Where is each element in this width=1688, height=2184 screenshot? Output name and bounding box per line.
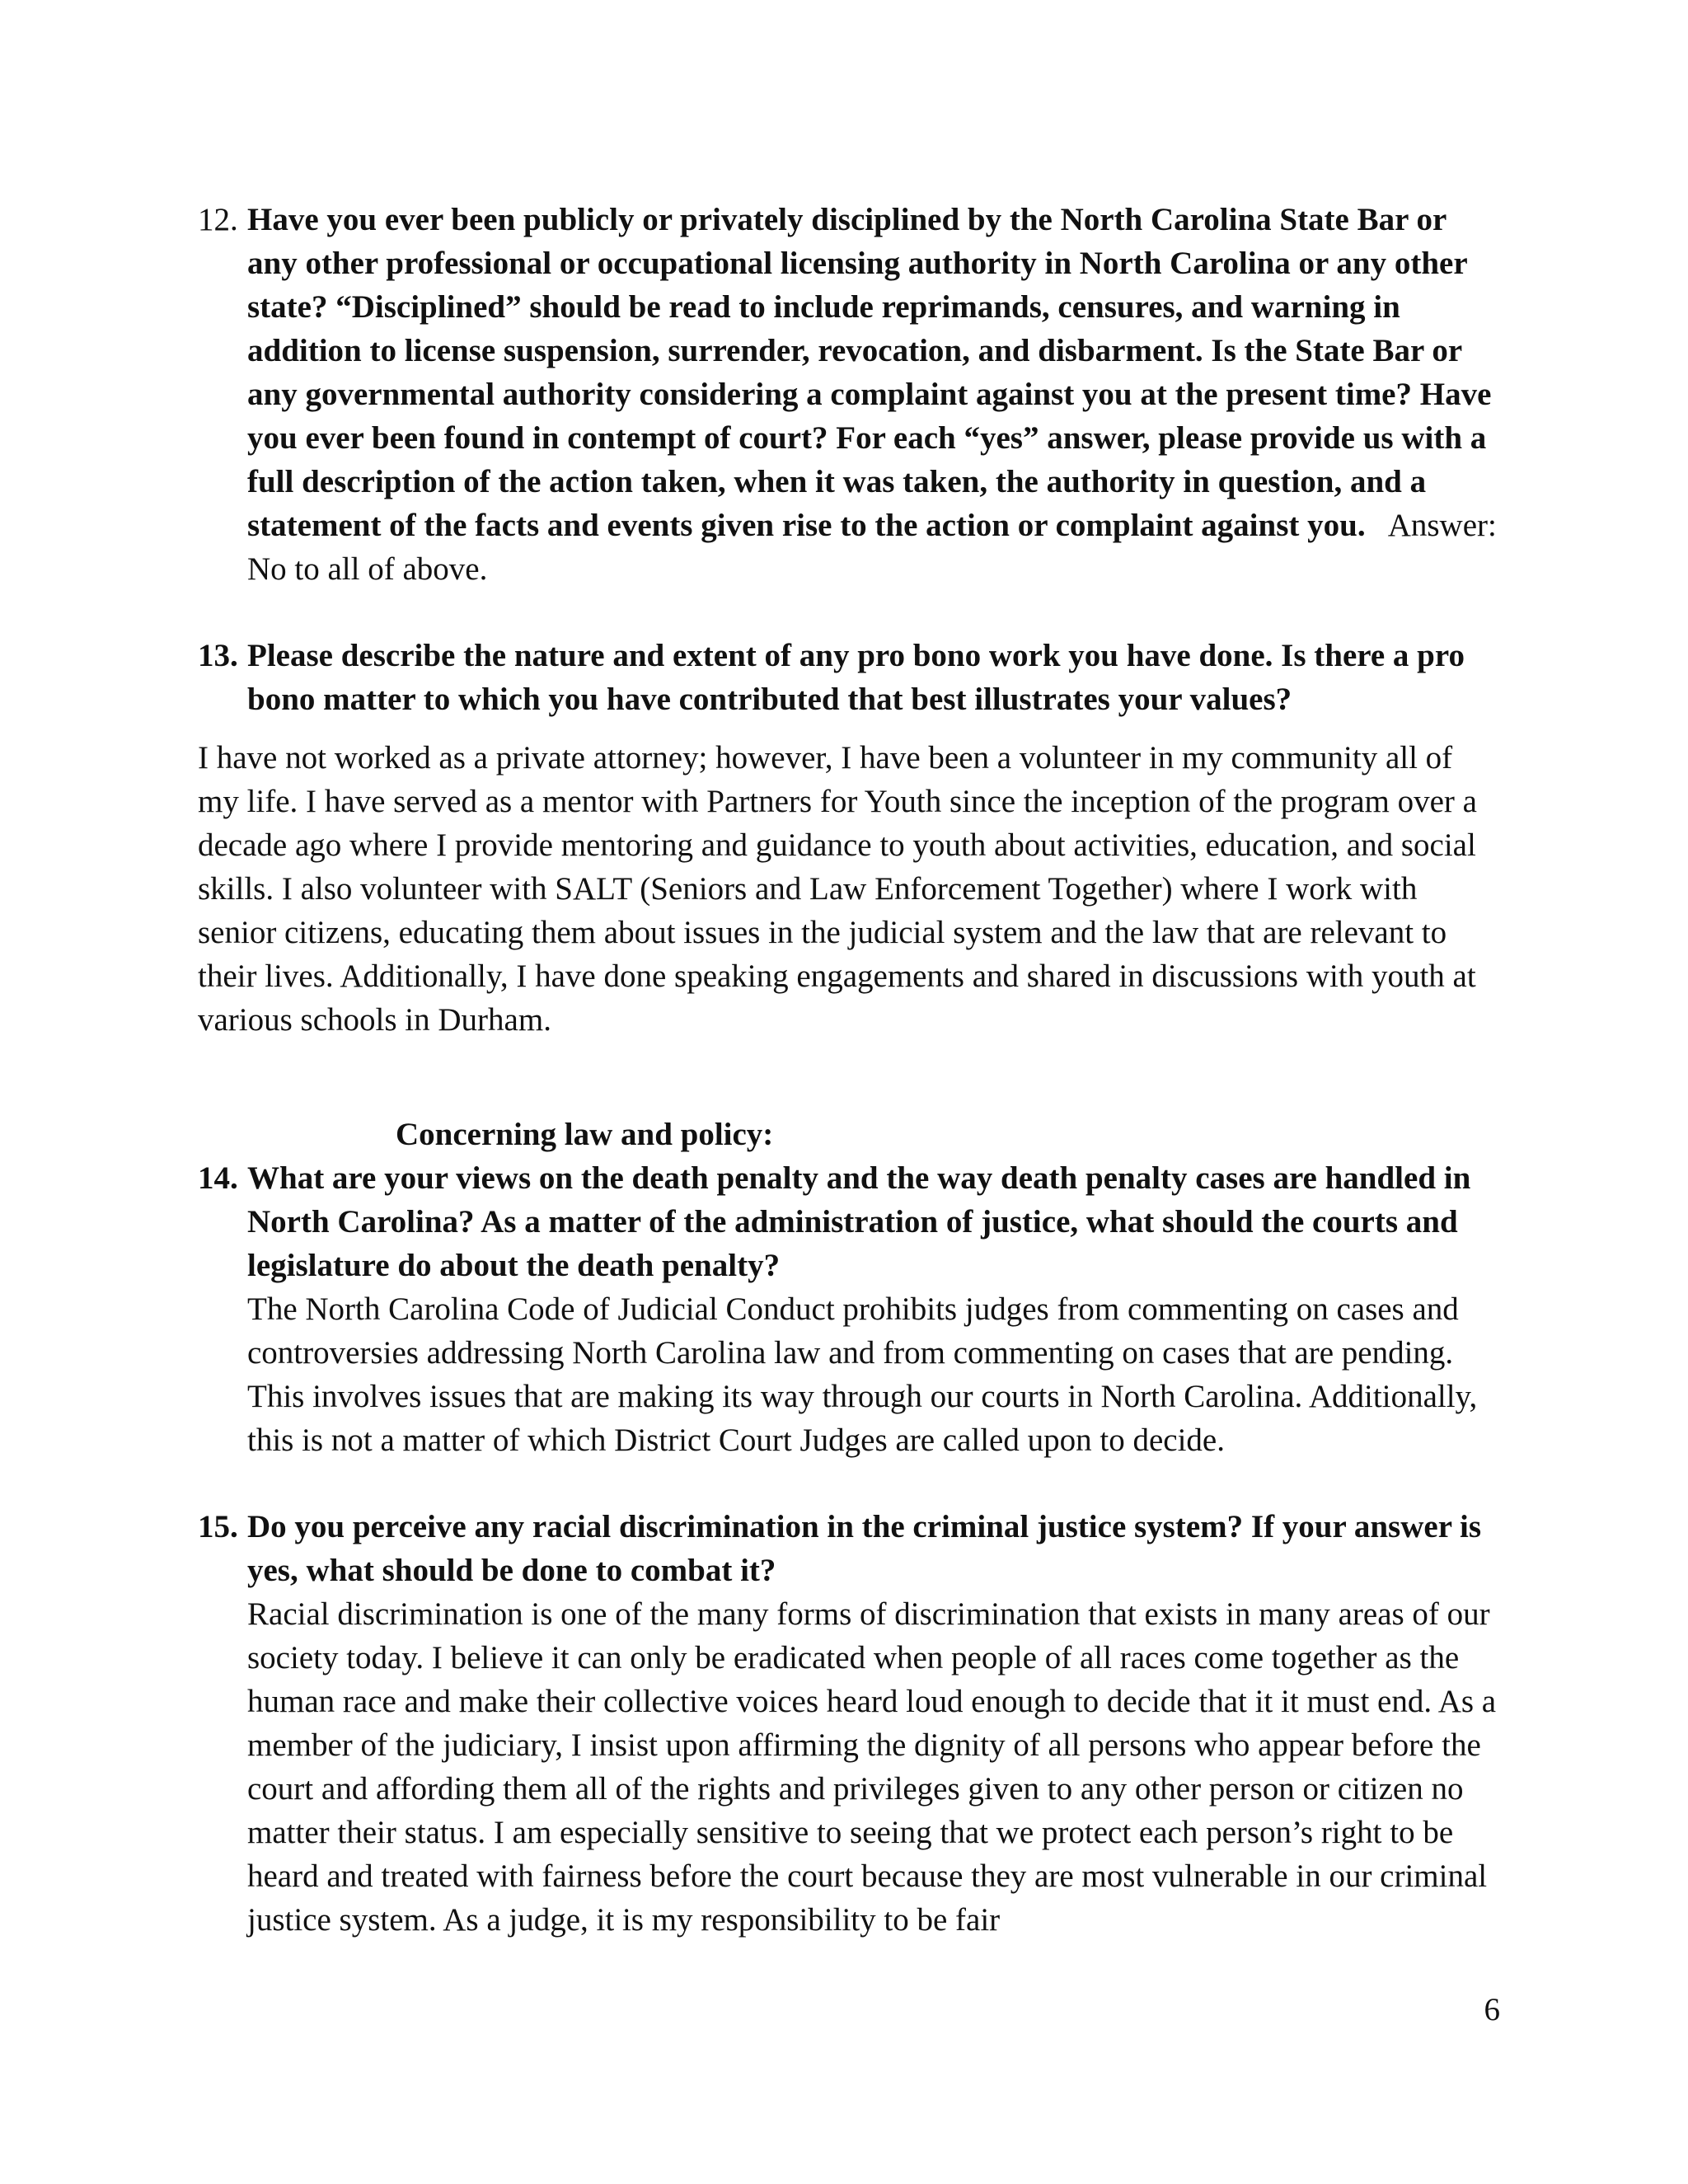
question-13-text: Please describe the nature and extent of any pro bono work you have done. Is there a pro bono matter to which you have contributed that best illustrates your values? [247, 638, 1465, 717]
page-content [198, 198, 1500, 1942]
question-14-body [247, 1156, 1500, 1462]
question-13-answer: I have not worked as a private attorney; however, I have been a volunteer in my community all of my life. I have served as a mentor with Partners for Youth since the inception of the program over a decade ago where I provide mentoring and guidance to youth about activities, education, and social skills. I also volunteer with SALT (Seniors and Law Enforcement Together) where I work with senior citizens, educating them about issues in the judicial system and the law that are relevant to their lives. Additionally, I have done speaking engagements and shared in discussions with youth at various schools in Durham. [198, 740, 1477, 1038]
question-13 [198, 634, 1500, 721]
question-12-number: 12. [198, 202, 238, 237]
section-heading: Concerning law and policy: [396, 1117, 774, 1152]
spacer [198, 591, 1500, 634]
question-14 [198, 1156, 1500, 1462]
spacer [198, 721, 1500, 736]
question-12-body [247, 198, 1500, 591]
question-15-text: Do you perceive any racial discrimination in the criminal justice system? If your answer is yes, what should be done to combat it? [247, 1509, 1482, 1588]
question-12-text: Have you ever been publicly or privately disciplined by the North Carolina State Bar or any other professional or occupational licensing authority in North Carolina or any other state? “Disciplined” should be read to include reprimands, censures, and warning in addition to license suspension, surrender, revocation, and disbarment. Is the State Bar or any governmental authority considering a complaint against you at the present time? Have you ever been found in contempt of court? For each “yes” answer, please provide us with a full description of the action taken, when it was taken, the authority in question, and a statement of the facts and events given rise to the action or complaint against you. [247, 202, 1492, 543]
page-number: 6 [1484, 1992, 1500, 2027]
question-15-number: 15. [198, 1509, 238, 1544]
question-12 [198, 198, 1500, 591]
question-15-body [247, 1505, 1500, 1942]
question-15-answer: Racial discrimination is one of the many forms of discrimination that exists in many areas of our society today. I believe it can only be eradicated when people of all races come together as the human race and make their collective voices heard loud enough to decide that it it must end. As a member of the judiciary, I insist upon affirming the dignity of all persons who appear before the court and affording them all of the rights and privileges given to any other person or citizen no matter their status. I am especially sensitive to seeing that we protect each person’s right to be heard and treated with fairness before the court because they are most vulnerable in our criminal justice system. As a judge, it is my responsibility to be fair [247, 1596, 1497, 1938]
question-13-number: 13. [198, 638, 238, 673]
spacer [198, 1462, 1500, 1505]
question-14-text: What are your views on the death penalty and the way death penalty cases are handled in North Carolina? As a matter of the administration of justice, what should the courts and legislature do about the death penalty? [247, 1160, 1471, 1283]
question-14-number: 14. [198, 1160, 238, 1196]
question-12-answer: Answer: No to all of above. [247, 508, 1497, 587]
question-15 [198, 1505, 1500, 1942]
question-14-answer: The North Carolina Code of Judicial Conduct prohibits judges from commenting on cases and controversies addressing North Carolina law and from commenting on cases that are pending. This involves issues that are making its way through our courts in North Carolina. Additionally, this is not a matter of which District Court Judges are called upon to decide. [247, 1291, 1478, 1458]
spacer [198, 1042, 1500, 1113]
